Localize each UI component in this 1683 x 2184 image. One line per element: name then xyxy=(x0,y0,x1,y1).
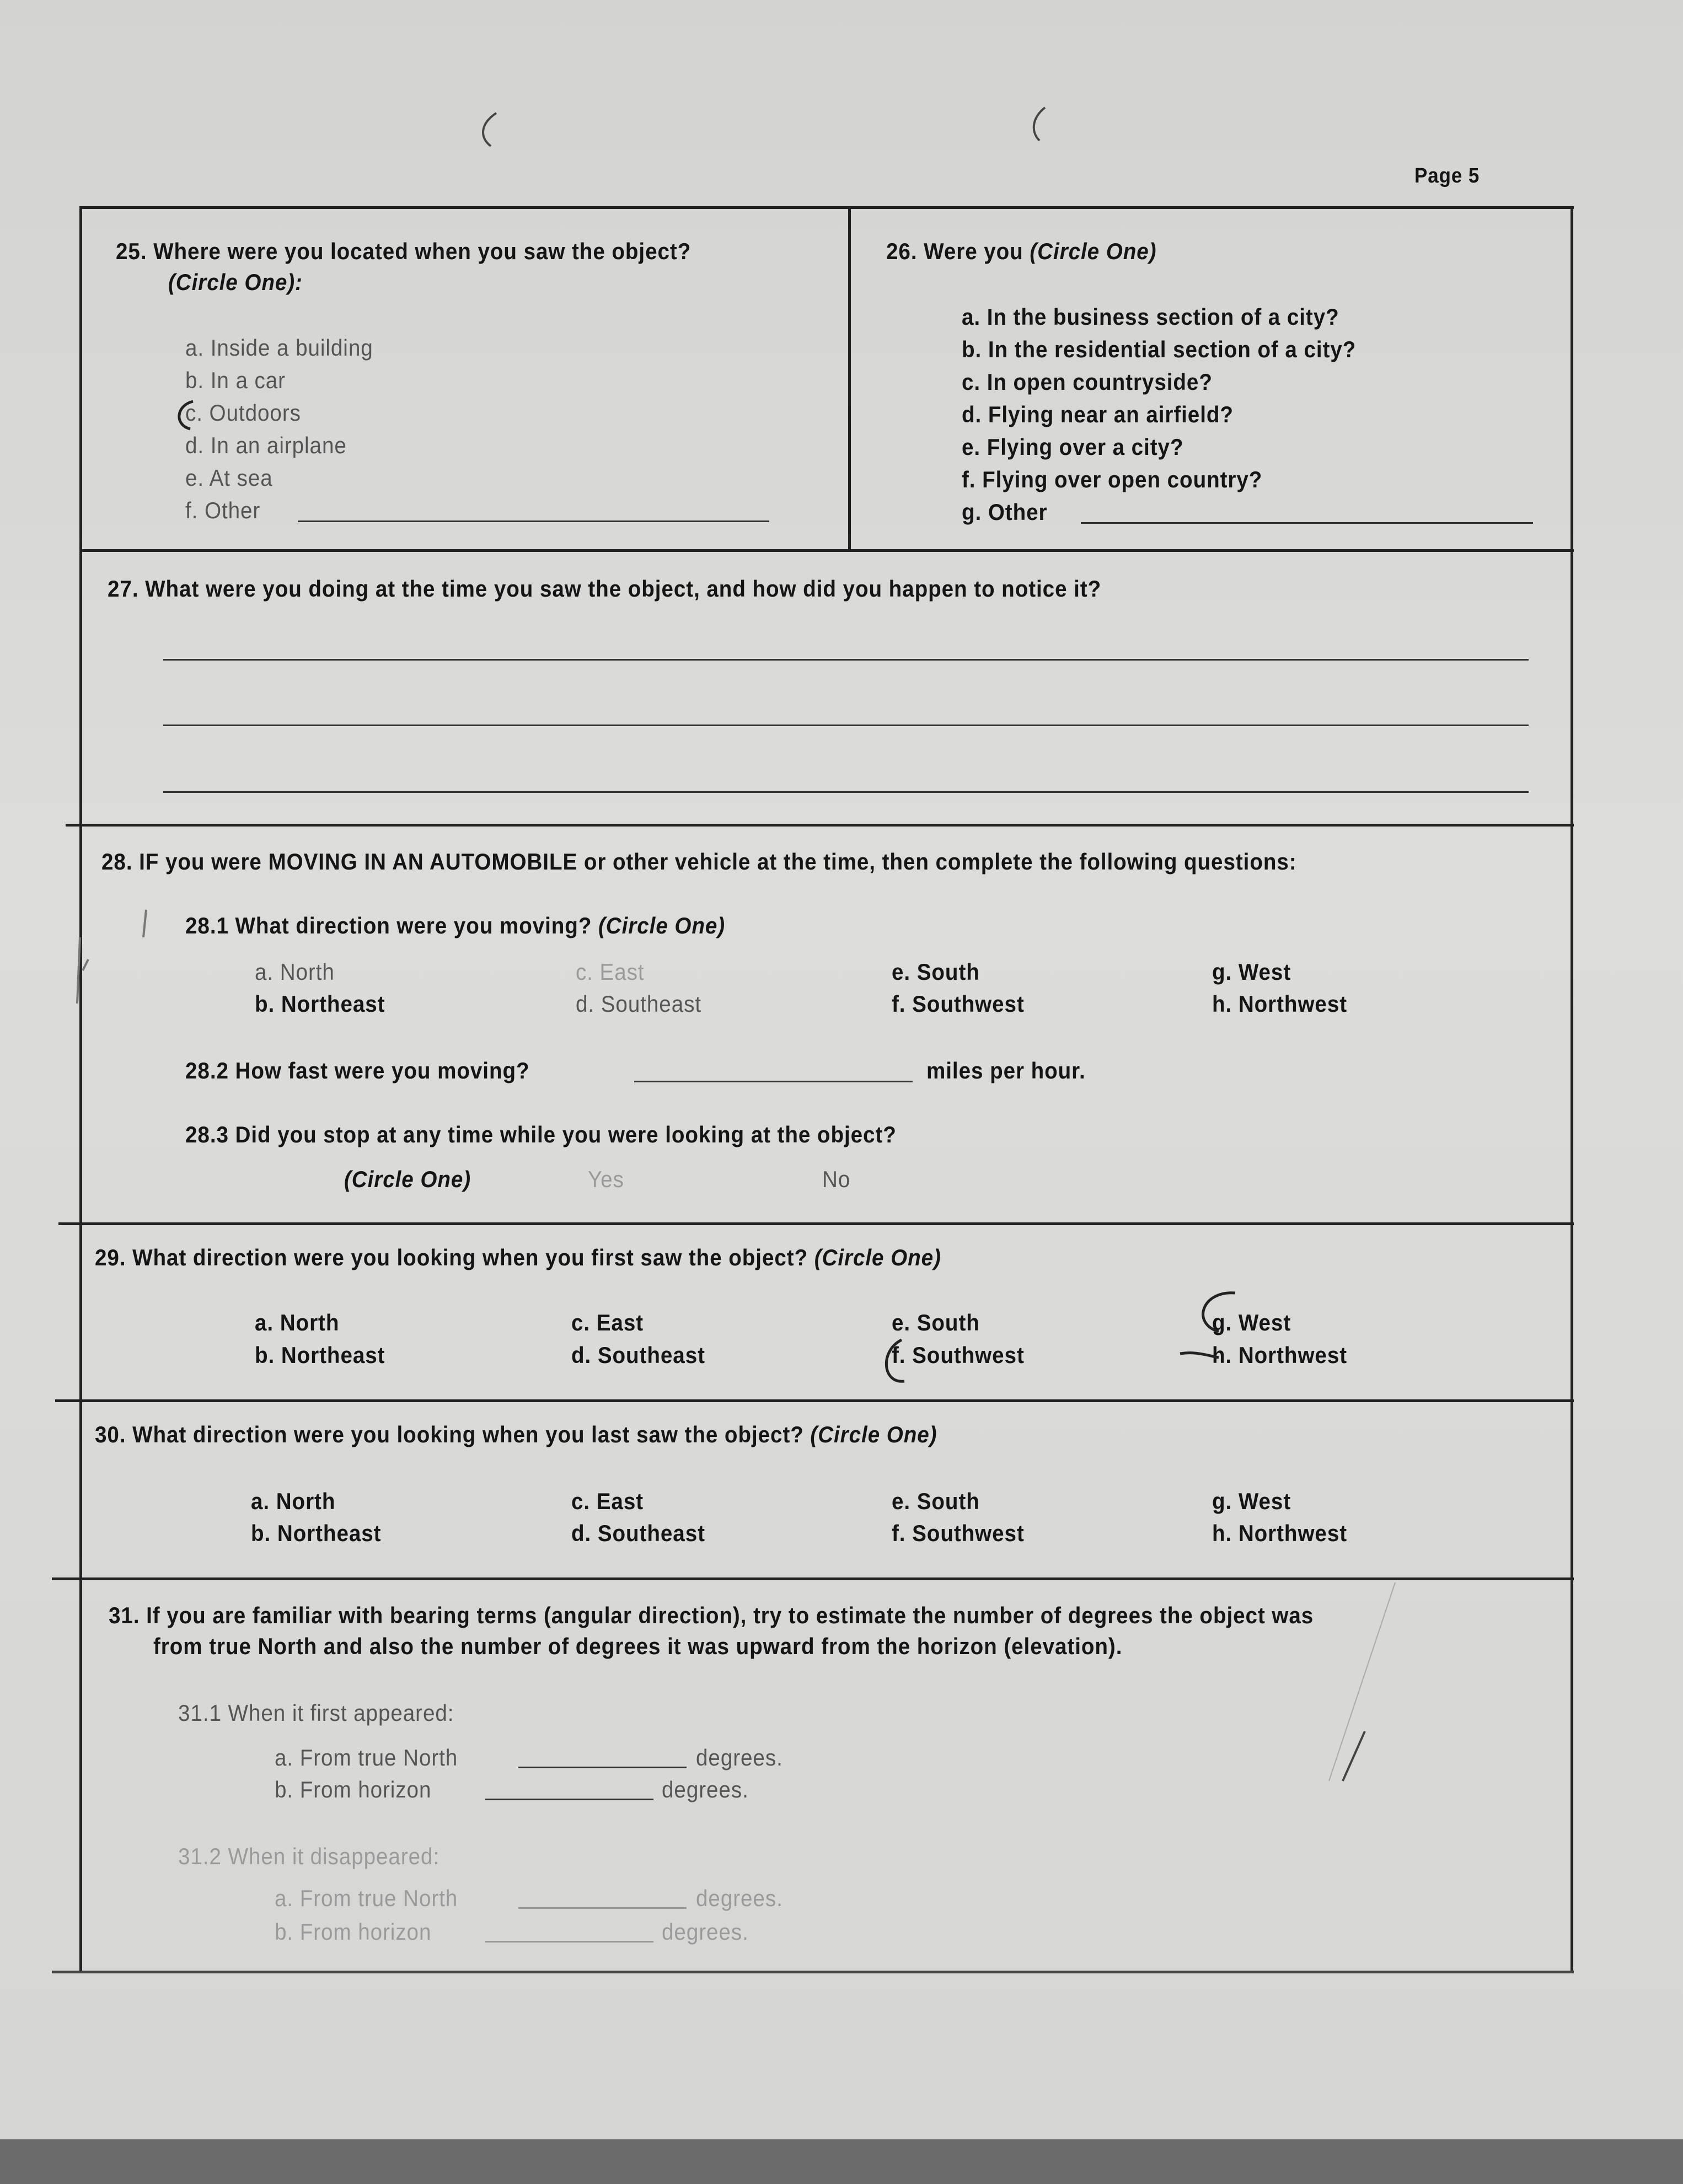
q31-question-line1: 31. If you are familiar with bearing terms (angular direction), try to estimate the number of degrees the object was xyxy=(109,1602,1314,1628)
q26-option[interactable]: c. In open countryside? xyxy=(962,369,1213,395)
q28-1-option[interactable]: f. Southwest xyxy=(892,991,1025,1017)
margin-scribble xyxy=(77,910,146,1004)
q28-3-yes[interactable]: Yes xyxy=(588,1166,624,1192)
q25-option[interactable]: b. In a car xyxy=(185,367,286,393)
q29-option[interactable]: d. Southeast xyxy=(571,1342,705,1368)
circle-mark-q29-g xyxy=(1180,1293,1235,1357)
q28-1-option[interactable]: b. Northeast xyxy=(255,991,385,1017)
q30-option[interactable]: g. West xyxy=(1212,1488,1291,1514)
q28-3-label: 28.3 Did you stop at any time while you were looking at the object? xyxy=(185,1121,897,1147)
q31-2-label: 31.2 When it disappeared: xyxy=(178,1843,440,1869)
q30-option[interactable]: d. Southeast xyxy=(571,1520,705,1546)
q26-option[interactable]: b. In the residential section of a city? xyxy=(962,336,1357,362)
q29-option[interactable]: a. North xyxy=(255,1310,340,1335)
q30-option[interactable]: e. South xyxy=(892,1488,980,1514)
q29-option-selected[interactable]: g. West xyxy=(1212,1310,1291,1335)
q28-2-suffix: miles per hour. xyxy=(926,1058,1086,1083)
q25-option[interactable]: c. Outdoors xyxy=(185,400,301,426)
q26-question: 26. Were you xyxy=(886,238,1023,264)
pen-stroke xyxy=(1329,1582,1395,1781)
q26-instruction: (Circle One) xyxy=(1030,238,1157,264)
q29-option[interactable]: e. South xyxy=(892,1310,980,1335)
q30-option[interactable]: c. East xyxy=(571,1488,644,1514)
q30-question: 30. What direction were you looking when you last saw the object? xyxy=(95,1421,804,1447)
q26-option[interactable]: f. Flying over open country? xyxy=(962,466,1263,492)
q30-option[interactable]: a. North xyxy=(251,1488,336,1514)
pen-stroke xyxy=(1343,1731,1365,1781)
q28-3-no[interactable]: No xyxy=(822,1166,851,1192)
q31-2-a-unit: degrees. xyxy=(696,1885,783,1911)
q30-option[interactable]: b. Northeast xyxy=(251,1520,382,1546)
q25-option[interactable]: d. In an airplane xyxy=(185,432,347,458)
q31-1-b-label: b. From horizon xyxy=(275,1777,432,1802)
q31-2-b-unit: degrees. xyxy=(662,1919,749,1945)
q28-1-option[interactable]: c. East xyxy=(576,959,645,985)
page-number: Page 5 xyxy=(1414,164,1480,187)
q26-option[interactable]: a. In the business section of a city? xyxy=(962,304,1339,330)
q28-3-instruction: (Circle One) xyxy=(344,1166,471,1192)
circle-mark-q29-f xyxy=(886,1340,904,1381)
q29-question: 29. What direction were you looking when you first saw the object? xyxy=(95,1244,808,1270)
q28-1-option[interactable]: a. North xyxy=(255,959,335,985)
q31-1-a-unit: degrees. xyxy=(696,1745,783,1770)
q31-question-line2: from true North and also the number of degrees it was upward from the horizon (elevation). xyxy=(153,1633,1123,1659)
q29-instruction: (Circle One) xyxy=(814,1244,941,1270)
q25-instruction: (Circle One): xyxy=(168,269,303,295)
q29-option[interactable]: h. Northwest xyxy=(1212,1342,1348,1368)
q30-instruction: (Circle One) xyxy=(810,1421,937,1447)
circle-mark-q25 xyxy=(179,401,193,429)
q28-1-option[interactable]: d. Southeast xyxy=(576,991,702,1017)
q31-2-b-label: b. From horizon xyxy=(275,1919,432,1945)
q31-1-b-unit: degrees. xyxy=(662,1777,749,1802)
q31-1-a-label: a. From true North xyxy=(275,1745,458,1770)
q30-option[interactable]: h. Northwest xyxy=(1212,1520,1348,1546)
q26-option[interactable]: g. Other xyxy=(962,499,1048,525)
q28-1-option[interactable]: h. Northwest xyxy=(1212,991,1348,1017)
q28-1-label: 28.1 What direction were you moving? xyxy=(185,913,592,938)
q29-option-selected[interactable]: f. Southwest xyxy=(892,1342,1025,1368)
q27-question: 27. What were you doing at the time you saw the object, and how did you happen to notice it? xyxy=(108,576,1102,602)
q28-1-option[interactable]: g. West xyxy=(1212,959,1291,985)
paren-mark xyxy=(483,113,496,146)
q25-option[interactable]: e. At sea xyxy=(185,465,273,491)
q25-option[interactable]: a. Inside a building xyxy=(185,335,373,361)
q25-option[interactable]: f. Other xyxy=(185,497,261,523)
q28-question: 28. IF you were MOVING IN AN AUTOMOBILE or other vehicle at the time, then complete the following questions: xyxy=(101,849,1297,874)
q28-1-option[interactable]: e. South xyxy=(892,959,980,985)
q31-2-a-label: a. From true North xyxy=(275,1885,458,1911)
q28-1-instruction: (Circle One) xyxy=(598,913,726,938)
q29-option[interactable]: b. Northeast xyxy=(255,1342,385,1368)
q31-1-label: 31.1 When it first appeared: xyxy=(178,1700,454,1726)
paren-mark xyxy=(1034,108,1045,141)
q30-option[interactable]: f. Southwest xyxy=(892,1520,1025,1546)
q26-option[interactable]: d. Flying near an airfield? xyxy=(962,401,1234,427)
q25-question: 25. Where were you located when you saw the object? xyxy=(116,238,692,264)
q28-2-label: 28.2 How fast were you moving? xyxy=(185,1058,530,1083)
q29-option[interactable]: c. East xyxy=(571,1310,644,1335)
q26-option[interactable]: e. Flying over a city? xyxy=(962,434,1184,460)
